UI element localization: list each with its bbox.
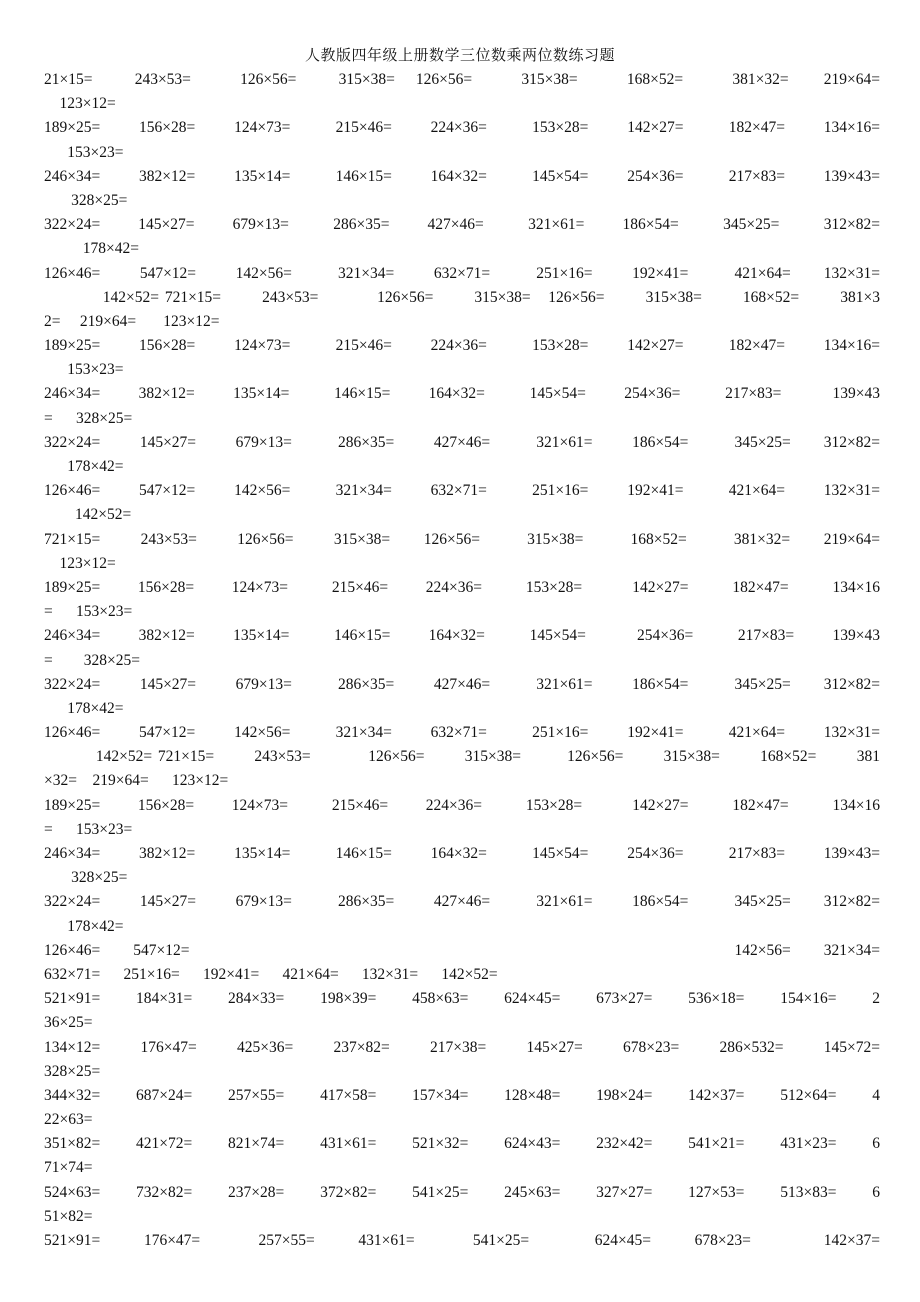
exercise-line: 153×23= [44, 143, 124, 161]
exercise-line: 721×15= 243×53= 126×56= 315×38= 126×56= 315×38= 168×52= 381×32= 219×64= [44, 530, 880, 548]
exercise-line: 178×42= [44, 240, 139, 258]
exercise-line: = 153×23= [44, 820, 133, 838]
exercise-line: 153×23= [44, 361, 124, 379]
exercise-line: 21×15= 243×53= 126×56= 315×38= 126×56= 315×38= 168×52= 381×32= 219×64= [44, 71, 880, 88]
exercise-line: = 153×23= [44, 603, 133, 621]
exercise-line: 142×52= [44, 506, 132, 524]
exercise-line: 123×12= [44, 554, 116, 572]
exercise-line: 632×71= 251×16= 192×41= 421×64= 132×31= 142×52= [44, 965, 498, 983]
exercise-line: 51×82= [44, 1207, 93, 1225]
exercise-line: 2= 219×64= 123×12= [44, 312, 220, 330]
exercise-line: 521×91= 184×31= 284×33= 198×39= 458×63= 624×45= 673×27= 536×18= 154×16= 2 [44, 990, 880, 1008]
exercise-line: 524×63= 732×82= 237×28= 372×82= 541×25= 245×63= 327×27= 127×53= 513×83= 6 [44, 1183, 880, 1201]
exercise-line: 178×42= [44, 458, 124, 475]
exercise-line: 246×34= 382×12= 135×14= 146×15= 164×32= 145×54= 254×36= 217×83= 139×43= [44, 167, 880, 185]
exercise-line: 189×25= 156×28= 124×73= 215×46= 224×36= 153×28= 142×27= 182×47= 134×16= [44, 337, 880, 355]
exercise-line: 178×42= [44, 917, 124, 935]
exercise-line: = 328×25= [44, 651, 140, 669]
exercise-line: 126×46= 547×12= 142×56= 321×34= [44, 941, 880, 959]
exercise-line: 189×25= 156×28= 124×73= 215×46= 224×36= 153×28= 142×27= 182×47= 134×16 [44, 796, 880, 814]
exercise-line: = 328×25= [44, 409, 133, 427]
exercise-line: 246×34= 382×12= 135×14= 146×15= 164×32= 145×54= 254×36= 217×83= 139×43= [44, 845, 880, 862]
exercise-line: 322×24= 145×27= 679×13= 286×35= 427×46= 321×61= 186×54= 345×25= 312×82= [44, 216, 880, 234]
exercise-line: 322×24= 145×27= 679×13= 286×35= 427×46= 321×61= 186×54= 345×25= 312×82= [44, 893, 880, 911]
exercise-line: 142×52= 721×15= 243×53= 126×56= 315×38= 126×56= 315×38= 168×52= 381×3 [44, 288, 880, 306]
exercise-line: 126×46= 547×12= 142×56= 321×34= 632×71= 251×16= 192×41= 421×64= 132×31= [44, 482, 880, 500]
exercise-line: 328×25= [44, 1062, 101, 1080]
exercise-line: 189×25= 156×28= 124×73= 215×46= 224×36= 153×28= 142×27= 182×47= 134×16= [44, 119, 880, 137]
exercise-line: 344×32= 687×24= 257×55= 417×58= 157×34= 128×48= 198×24= 142×37= 512×64= 4 [44, 1086, 880, 1104]
exercise-line: 246×34= 382×12= 135×14= 146×15= 164×32= 145×54= 254×36= 217×83= 139×43 [44, 627, 880, 645]
exercise-line: 123×12= [44, 95, 116, 113]
exercise-list [44, 68, 880, 1253]
exercise-line: 134×12= 176×47= 425×36= 237×82= 217×38= 145×27= 678×23= 286×532= 145×72= [44, 1038, 880, 1056]
exercise-line: 126×46= 547×12= 142×56= 321×34= 632×71= 251×16= 192×41= 421×64= 132×31= [44, 724, 880, 742]
exercise-line: 322×24= 145×27= 679×13= 286×35= 427×46= 321×61= 186×54= 345×25= 312×82= [44, 675, 880, 693]
exercise-line: 22×63= [44, 1111, 93, 1129]
exercise-line: 71×74= [44, 1159, 93, 1177]
exercise-line: 142×52= 721×15= 243×53= 126×56= 315×38= 126×56= 315×38= 168×52= 381 [44, 748, 880, 766]
exercise-line: 521×91= 176×47= 257×55= 431×61= 541×25= 624×45= 678×23= 142×37= [44, 1232, 880, 1249]
exercise-line: 246×34= 382×12= 135×14= 146×15= 164×32= 145×54= 254×36= 217×83= 139×43 [44, 385, 880, 403]
exercise-line: 189×25= 156×28= 124×73= 215×46= 224×36= 153×28= 142×27= 182×47= 134×16 [44, 578, 880, 596]
exercise-line: 178×42= [44, 699, 124, 717]
exercise-line: 351×82= 421×72= 821×74= 431×61= 521×32= 624×43= 232×42= 541×21= 431×23= 6 [44, 1135, 880, 1153]
exercise-line: 328×25= [44, 191, 128, 209]
exercise-line: 36×25= [44, 1014, 93, 1032]
exercise-line: 126×46= 547×12= 142×56= 321×34= 632×71= 251×16= 192×41= 421×64= 132×31= [44, 264, 880, 282]
exercise-line: 322×24= 145×27= 679×13= 286×35= 427×46= 321×61= 186×54= 345×25= 312×82= [44, 433, 880, 451]
exercise-line: 328×25= [44, 869, 128, 887]
page-title: 人教版四年级上册数学三位数乘两位数练习题 [304, 46, 615, 64]
exercise-line: ×32= 219×64= 123×12= [44, 772, 229, 790]
